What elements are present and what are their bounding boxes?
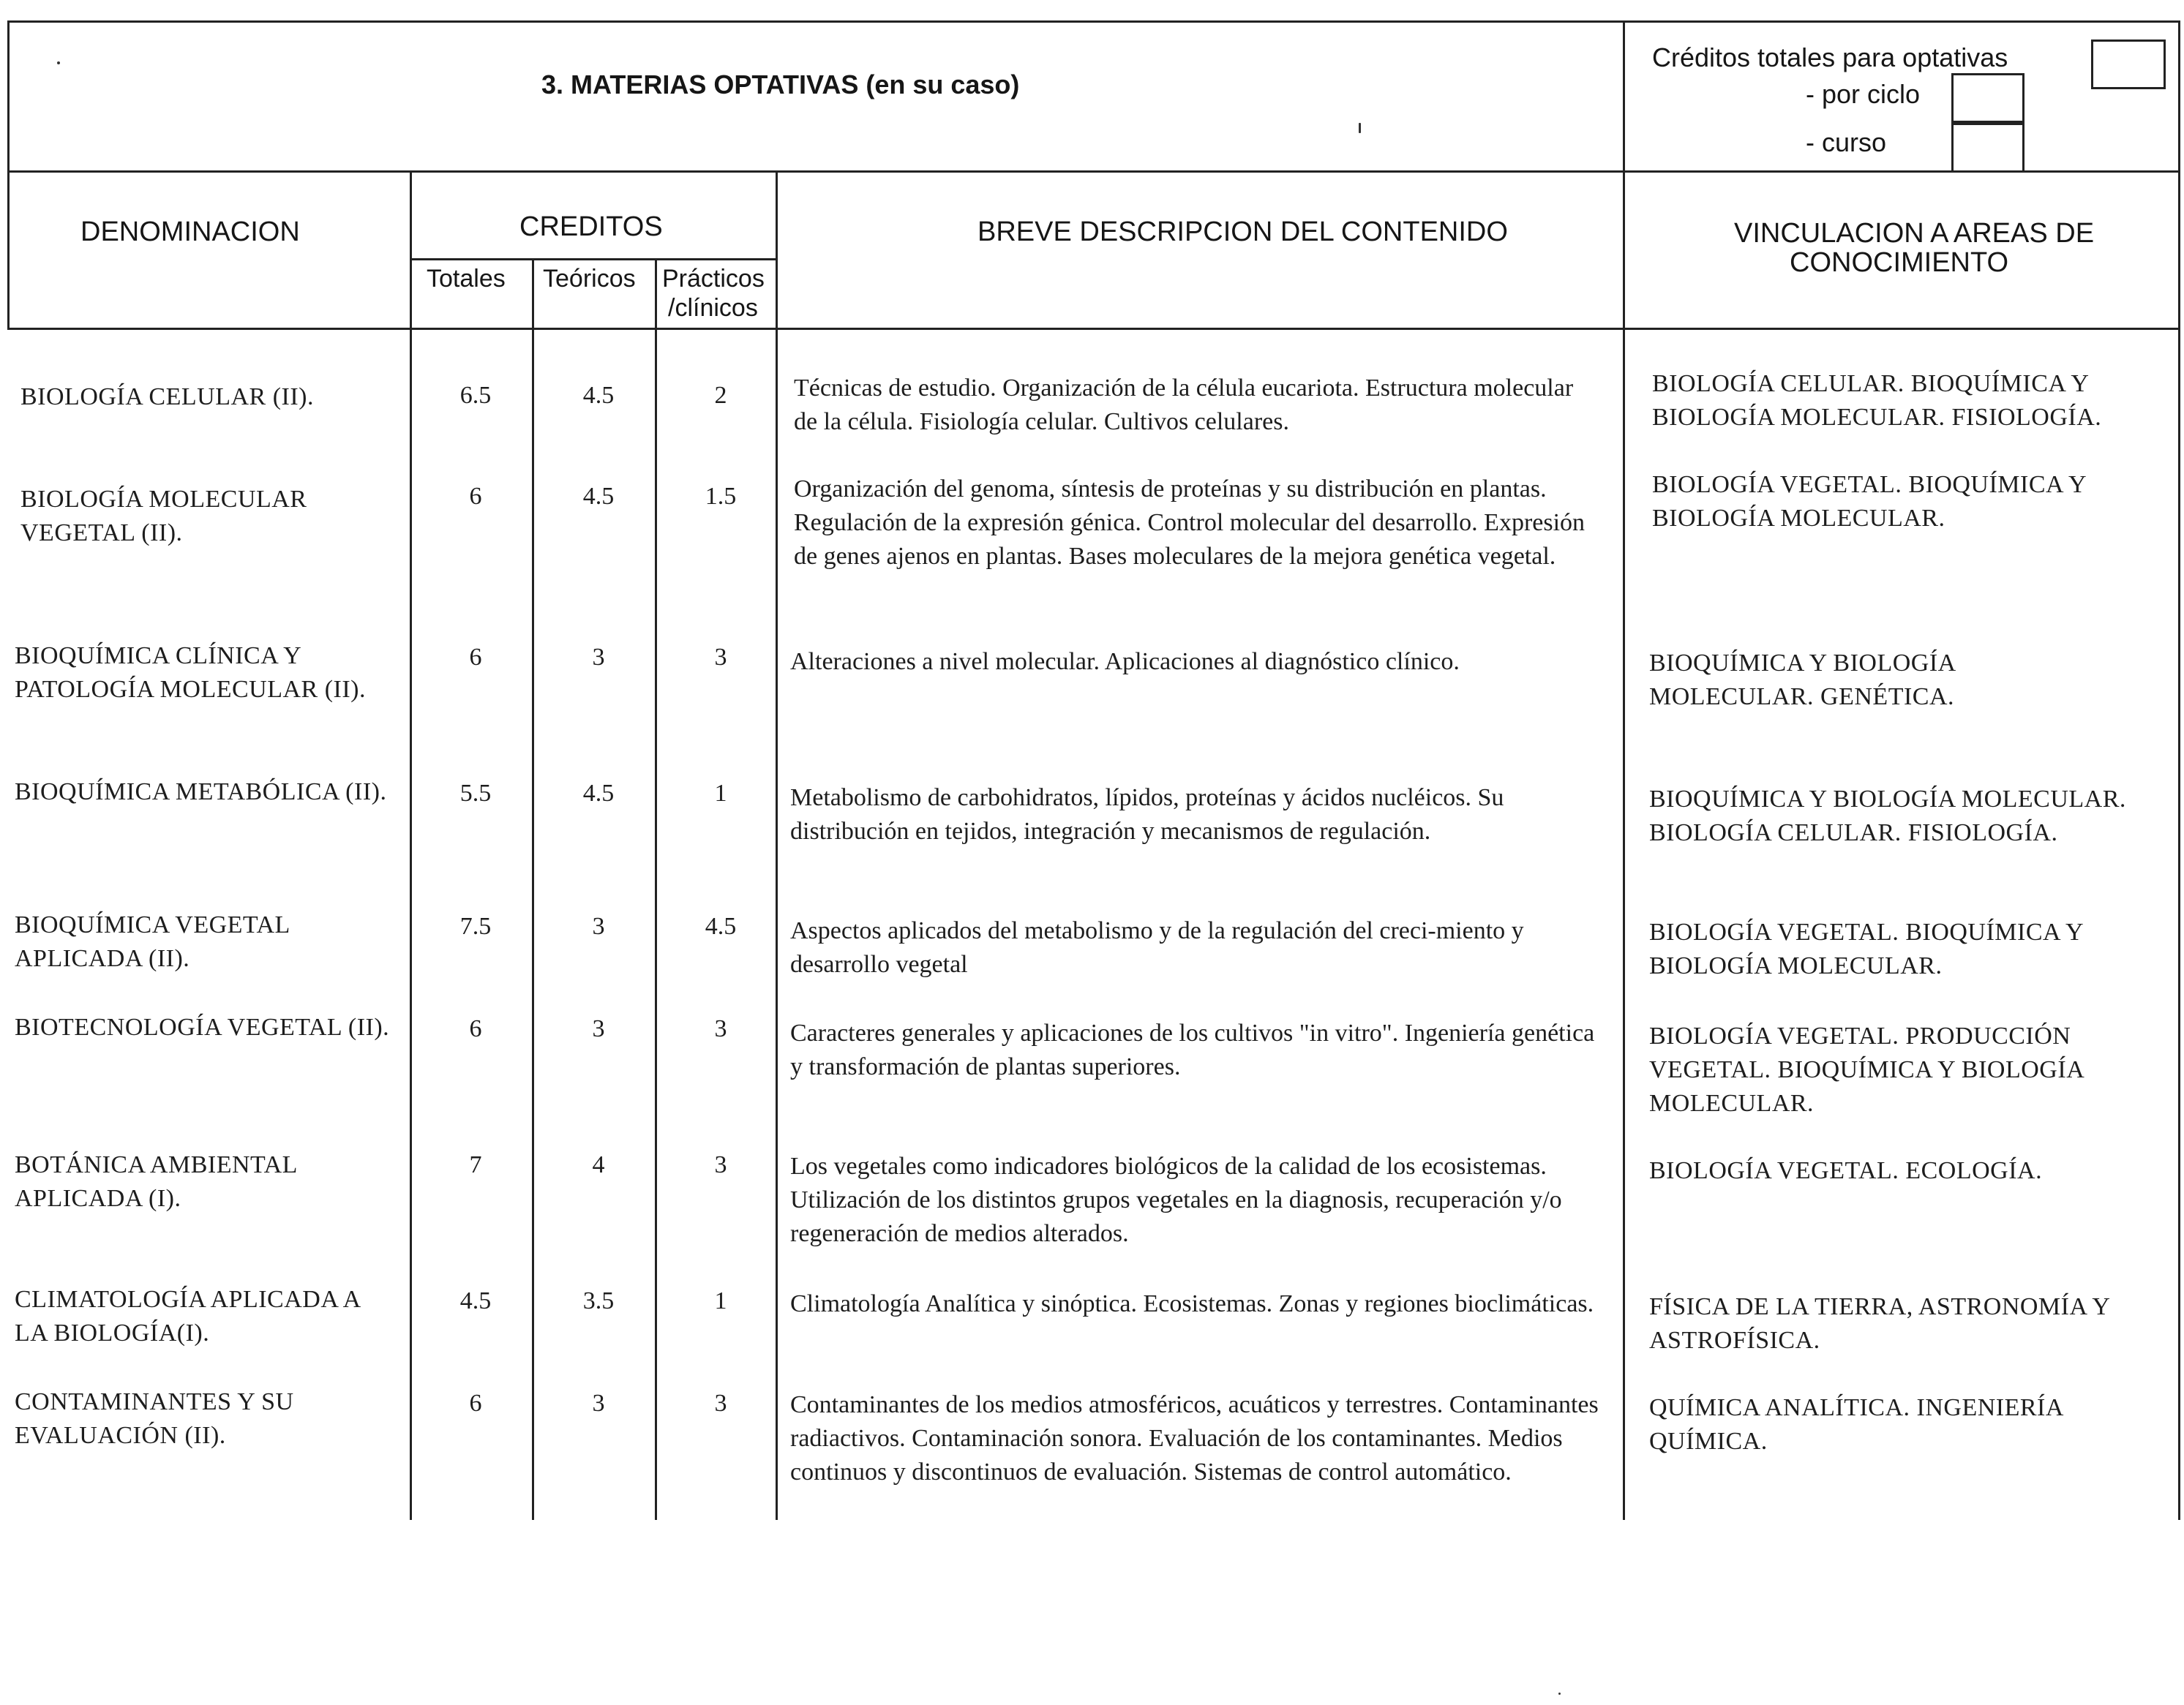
areas-column-divider — [1623, 20, 1625, 1520]
totales-column-divider — [532, 258, 534, 1520]
subject-name: BOTÁNICA AMBIENTAL APLICADA (I). — [15, 1151, 297, 1212]
knowledge-areas: FÍSICA DE LA TIERRA, ASTRONOMÍA Y ASTROFÍSICA. — [1649, 1293, 2110, 1354]
scan-speck — [1359, 123, 1361, 133]
scan-speck — [57, 61, 60, 64]
knowledge-areas: BIOLOGÍA VEGETAL. PRODUCCIÓN VEGETAL. BIOQUÍMICA Y BIOLOGÍA MOLECULAR. — [1649, 1023, 2084, 1117]
theory-credits-cell: 4.5 — [582, 780, 615, 807]
practical-credits-cell: 1 — [714, 1287, 727, 1314]
subject-name: BIOTECNOLOGÍA VEGETAL (II). — [15, 1014, 390, 1041]
table-left-border — [7, 20, 10, 328]
content-description: Metabolismo de carbohidratos, lípidos, proteínas y ácidos nucléicos. Su distribución en tejidos, integración y mecanismos de regulación. — [790, 784, 1504, 845]
table-top-border — [7, 20, 2180, 23]
content-description: Caracteres generales y aplicaciones de los cultivos "in vitro". Ingeniería genética y transformación de plantas superiores. — [790, 1020, 1595, 1080]
table-right-border — [2178, 20, 2180, 1520]
credits-subheader-divider — [410, 258, 776, 260]
knowledge-areas: BIOLOGÍA CELULAR. BIOQUÍMICA Y BIOLOGÍA MOLECULAR. FISIOLOGÍA. — [1652, 370, 2102, 431]
theory-credits-cell: 3 — [592, 1015, 605, 1042]
header-row-divider — [7, 170, 2180, 173]
total-credits-cell: 6 — [469, 1015, 482, 1042]
practical-credits-cell: 3 — [714, 1151, 727, 1178]
theory-credits-cell: 4 — [592, 1151, 605, 1178]
credits-column-left-divider — [410, 170, 412, 1520]
total-credits-cell: 5.5 — [459, 780, 492, 807]
practical-credits-cell: 3 — [714, 1390, 727, 1417]
knowledge-areas: BIOLOGÍA VEGETAL. BIOQUÍMICA Y BIOLOGÍA MOLECULAR. — [1652, 471, 2086, 532]
theory-credits-cell: 4.5 — [582, 483, 615, 510]
theory-credits-cell: 4.5 — [582, 382, 615, 409]
course-credits-box[interactable] — [1951, 123, 2024, 173]
subject-name: BIOLOGÍA CELULAR (II). — [20, 383, 314, 410]
descripcion-header: BREVE DESCRIPCION DEL CONTENIDO — [977, 217, 1508, 247]
theory-credits-cell: 3 — [592, 913, 605, 940]
total-optional-credits-box[interactable] — [2091, 39, 2166, 89]
column-header-divider — [7, 328, 2180, 330]
denominacion-header: DENOMINACION — [80, 217, 300, 247]
subject-name: BIOQUÍMICA VEGETAL APLICADA (II). — [15, 911, 290, 972]
knowledge-areas: BIOQUÍMICA Y BIOLOGÍA MOLECULAR. GENÉTICA. — [1649, 650, 1955, 710]
scan-speck — [1558, 1693, 1561, 1695]
knowledge-areas: BIOQUÍMICA Y BIOLOGÍA MOLECULAR. BIOLOGÍA CELULAR. FISIOLOGÍA. — [1649, 786, 2126, 846]
practical-credits-cell: 3 — [714, 644, 727, 671]
total-credits-cell: 4.5 — [459, 1287, 492, 1314]
knowledge-areas: QUÍMICA ANALÍTICA. INGENIERÍA QUÍMICA. — [1649, 1394, 2063, 1455]
content-description: Técnicas de estudio. Organización de la célula eucariota. Estructura molecular de la célula. Fisiología celular. Cultivos celulares. — [794, 375, 1574, 435]
vinculacion-header-line2: CONOCIMIENTO — [1790, 247, 2009, 278]
practicos-header-line2: /clínicos — [668, 294, 758, 322]
theory-credits-cell: 3 — [592, 644, 605, 671]
content-description: Los vegetales como indicadores biológicos de la calidad de los ecosistemas. Utilización de los distintos grupos vegetales en la diagnosis, recuperación y/o regeneración de medios alterados. — [790, 1153, 1562, 1247]
totales-header: Totales — [427, 265, 506, 293]
content-description: Aspectos aplicados del metabolismo y de la regulación del creci-miento y desarrollo vegetal — [790, 917, 1524, 978]
knowledge-areas: BIOLOGÍA VEGETAL. ECOLOGÍA. — [1649, 1157, 2043, 1184]
theory-credits-cell: 3 — [592, 1390, 605, 1417]
practical-credits-cell: 1 — [714, 780, 727, 807]
content-description: Climatología Analítica y sinóptica. Ecosistemas. Zonas y regiones bioclimáticas. — [790, 1290, 1594, 1317]
total-credits-cell: 7.5 — [459, 913, 492, 940]
subject-name: CONTAMINANTES Y SU EVALUACIÓN (II). — [15, 1388, 294, 1449]
teoricos-column-divider — [655, 258, 657, 1520]
total-credits-cell: 6 — [469, 1390, 482, 1417]
practical-credits-cell: 3 — [714, 1015, 727, 1042]
per-cycle-credits-label: - por ciclo — [1806, 79, 1921, 109]
teoricos-header: Teóricos — [543, 265, 636, 293]
total-credits-cell: 6 — [469, 483, 482, 510]
section-title: 3. MATERIAS OPTATIVAS (en su caso) — [541, 69, 1020, 99]
theory-credits-cell: 3.5 — [582, 1287, 615, 1314]
total-credits-cell: 6 — [469, 644, 482, 671]
per-cycle-credits-box[interactable] — [1951, 73, 2024, 123]
description-column-left-divider — [776, 170, 778, 1520]
content-description: Contaminantes de los medios atmosféricos, acuáticos y terrestres. Contaminantes radiactivos. Contaminación sonora. Evaluación de los contaminantes. Medios continuos y discontinuos de evaluación. Sistemas de control automático. — [790, 1391, 1599, 1486]
subject-name: BIOLOGÍA MOLECULAR VEGETAL (II). — [20, 486, 307, 546]
practicos-header-line1: Prácticos — [662, 265, 765, 293]
practical-credits-cell: 1.5 — [705, 483, 737, 510]
total-credits-cell: 7 — [469, 1151, 482, 1178]
total-credits-cell: 6.5 — [459, 382, 492, 409]
subject-name: BIOQUÍMICA CLÍNICA Y PATOLOGÍA MOLECULAR (II). — [15, 642, 366, 703]
practical-credits-cell: 4.5 — [705, 913, 737, 940]
subject-name: CLIMATOLOGÍA APLICADA A LA BIOLOGÍA(I). — [15, 1286, 360, 1347]
content-description: Alteraciones a nivel molecular. Aplicaciones al diagnóstico clínico. — [790, 648, 1460, 675]
creditos-header: CREDITOS — [519, 211, 663, 242]
vinculacion-header-line1: VINCULACION A AREAS DE — [1734, 218, 2095, 249]
course-credits-label: - curso — [1806, 127, 1887, 157]
knowledge-areas: BIOLOGÍA VEGETAL. BIOQUÍMICA Y BIOLOGÍA MOLECULAR. — [1649, 919, 2083, 979]
total-optional-credits-label: Créditos totales para optativas — [1652, 42, 2008, 72]
content-description: Organización del genoma, síntesis de proteínas y su distribución en plantas. Regulación de la expresión génica. Control molecular del desarrollo. Expresión de genes ajenos en plantas. Bases moleculares de la mejora genética vegetal. — [794, 475, 1586, 570]
subject-name: BIOQUÍMICA METABÓLICA (II). — [15, 778, 387, 805]
practical-credits-cell: 2 — [714, 382, 727, 409]
